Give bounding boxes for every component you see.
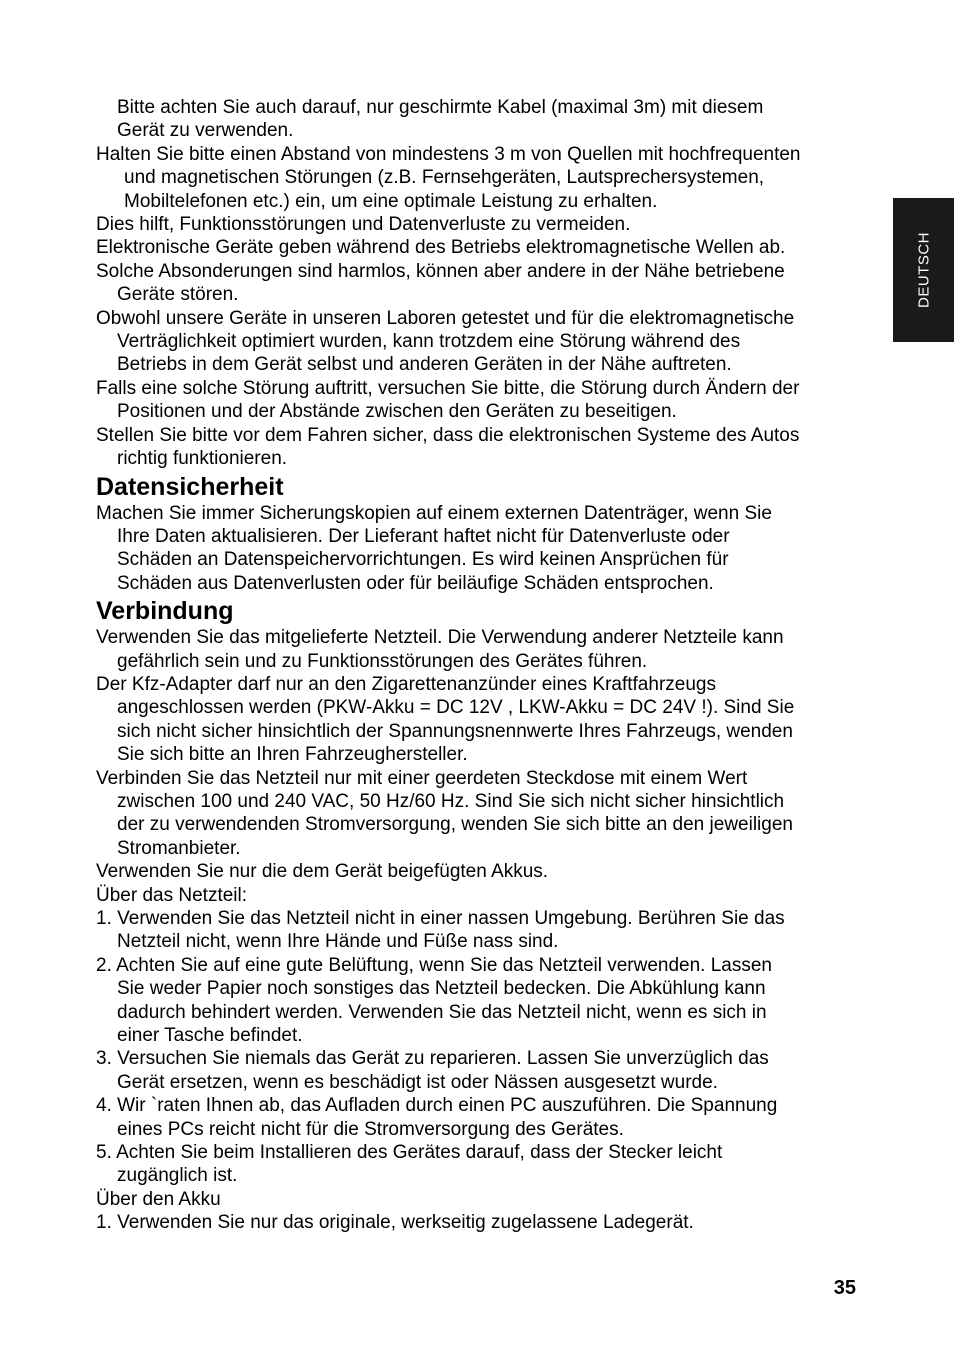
paragraph-line: Schäden aus Datenverlusten oder für beiläufige Schäden entsprochen. [117,572,714,594]
paragraph-line: Stellen Sie bitte vor dem Fahren sicher, dass die elektronischen Systeme des Autos [96,424,800,446]
paragraph-line: der zu verwendenden Stromversorgung, wenden Sie sich bitte an den jeweiligen [117,814,793,836]
paragraph-line: Machen Sie immer Sicherungskopien auf einem externen Datenträger, wenn Sie [96,502,772,524]
paragraph [96,673,866,767]
paragraph-line: 2. Achten Sie auf eine gute Belüftung, wenn Sie das Netzteil verwenden. Lassen [96,954,773,976]
paragraph-line: Halten Sie bitte einen Abstand von mindestens 3 m von Quellen mit hochfrequenten [96,143,801,165]
page-content [96,96,866,1235]
paragraph [96,884,866,907]
paragraph [96,260,866,307]
paragraph-line: Sie weder Papier noch sonstiges das Netzteil bedecken. Die Abkühlung kann [117,978,766,1000]
paragraph-line: Der Kfz-Adapter darf nur an den Zigarettenanzünder eines Kraftfahrzeugs [96,673,716,695]
paragraph-line: 4. Wir `raten Ihnen ab, das Aufladen durch einen PC auszuführen. Die Spannung [96,1095,778,1117]
paragraph-line: Verwenden Sie das mitgelieferte Netzteil. Die Verwendung anderer Netzteile kann [96,627,784,649]
paragraph-line: Bitte achten Sie auch darauf, nur geschirmte Kabel (maximal 3m) mit diesem [117,97,764,118]
paragraph-line: Gerät zu verwenden. [117,120,294,142]
paragraph [96,96,866,143]
paragraph-line: Über den Akku [96,1188,221,1210]
paragraph-line: Mobiltelefonen etc.) ein, um eine optimale Leistung zu erhalten. [124,190,658,212]
paragraph-line: Falls eine solche Störung auftritt, versuchen Sie bitte, die Störung durch Ändern der [96,377,800,399]
paragraph-line: 1. Verwenden Sie nur das originale, werkseitig zugelassene Ladegerät. [96,1212,694,1234]
paragraph-line: 5. Achten Sie beim Installieren des Gerätes darauf, dass der Stecker leicht [96,1142,723,1164]
paragraph [96,860,866,883]
paragraph-line: Schäden an Datenspeichervorrichtungen. Es wird keinen Ansprüchen für [117,549,729,571]
paragraph [96,213,866,236]
paragraph-line: zwischen 100 und 240 VAC, 50 Hz/60 Hz. Sind Sie sich nicht sicher hinsichtlich [117,790,785,812]
paragraph [96,424,866,471]
paragraph [96,1141,866,1188]
paragraph-line: eines PCs reicht nicht für die Stromversorgung des Gerätes. [117,1118,624,1140]
paragraph-line: 1. Verwenden Sie das Netzteil nicht in einer nassen Umgebung. Berühren Sie das [96,908,785,929]
paragraph-line: sich nicht sicher hinsichtlich der Spannungsnennwerte Ihres Fahrzeugs, wenden [117,720,793,742]
paragraph [96,1047,866,1094]
paragraph [96,626,866,673]
language-tab [893,198,954,342]
paragraph-line: Netzteil nicht, wenn Ihre Hände und Füße nass sind. [117,931,559,953]
paragraph-line: Über das Netzteil: [96,884,248,906]
paragraph [96,143,866,213]
paragraph-line: Ihre Daten aktualisieren. Der Lieferant haftet nicht für Datenverluste oder [117,525,730,547]
paragraph-line: 3. Versuchen Sie niemals das Gerät zu reparieren. Lassen Sie unverzüglich das [96,1048,769,1070]
paragraph [96,502,866,596]
page-number: 35 [833,1277,856,1299]
paragraph [96,907,866,954]
paragraph-line: Dies hilft, Funktionsstörungen und Datenverluste zu vermeiden. [96,214,631,236]
paragraph [96,377,866,424]
paragraph [96,1094,866,1141]
paragraph [96,767,866,861]
paragraph-line: einer Tasche befindet. [117,1025,303,1047]
paragraph-line: zugänglich ist. [117,1165,238,1187]
paragraph [96,954,866,1048]
paragraph-line: und magnetischen Störungen (z.B. Fernsehgeräten, Lautsprechersystemen, [124,167,765,189]
paragraph-line: angeschlossen werden (PKW-Akku = DC 12V , LKW-Akku = DC 24V !). Sind Sie [117,697,795,719]
paragraph-line: Geräte stören. [117,284,239,306]
paragraph [96,1188,866,1211]
paragraph-line: Verbinden Sie das Netzteil nur mit einer geerdeten Steckdose mit einem Wert [96,767,748,789]
paragraph-line: Verträglichkeit optimiert wurden, kann trotzdem eine Störung während des [117,331,741,353]
paragraph-line: Sie sich bitte an Ihren Fahrzeughersteller. [117,744,468,766]
paragraph-line: richtig funktionieren. [117,448,288,470]
paragraph-line: Positionen und der Abstände zwischen den Geräten zu beseitigen. [117,401,677,423]
paragraph-line: gefährlich sein und zu Funktionsstörungen des Gerätes führen. [117,650,648,672]
section-heading: Datensicherheit [96,472,284,501]
paragraph-line: Stromanbieter. [117,837,241,859]
section-heading: Verbindung [96,597,234,626]
paragraph [96,1211,866,1234]
language-tab-label: DEUTSCH [915,231,932,309]
paragraph-line: Verwenden Sie nur die dem Gerät beigefügten Akkus. [96,861,549,883]
paragraph [96,307,866,377]
paragraph-line: dadurch behindert werden. Verwenden Sie das Netzteil nicht, wenn es sich in [117,1001,767,1023]
paragraph [96,236,866,259]
paragraph-line: Betriebs in dem Gerät selbst und anderen Geräten in der Nähe auftreten. [117,354,732,376]
paragraph-line: Obwohl unsere Geräte in unseren Laboren getestet und für die elektromagnetische [96,307,795,329]
paragraph-line: Gerät ersetzen, wenn es beschädigt ist oder Nässen ausgesetzt wurde. [117,1071,718,1093]
paragraph-line: Solche Absonderungen sind harmlos, können aber andere in der Nähe betriebene [96,260,785,282]
paragraph-line: Elektronische Geräte geben während des Betriebs elektromagnetische Wellen ab. [96,237,786,259]
